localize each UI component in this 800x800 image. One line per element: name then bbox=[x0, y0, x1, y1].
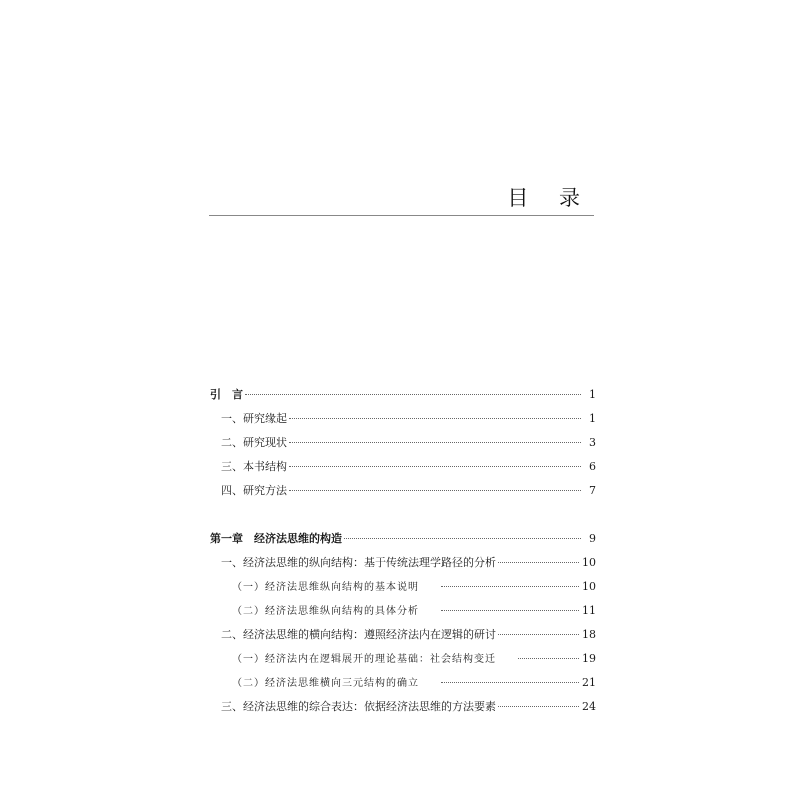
dot-leader bbox=[289, 465, 581, 467]
toc-entry-label: 一、研究缘起 bbox=[221, 412, 287, 425]
toc-subentry[interactable] bbox=[210, 600, 596, 624]
title-rule bbox=[209, 215, 594, 216]
toc-entry-intro[interactable] bbox=[210, 384, 596, 408]
toc-entry-label: 一、经济法思维的纵向结构：基于传统法理学路径的分析 bbox=[221, 556, 496, 569]
dot-leader bbox=[344, 537, 581, 539]
dot-leader bbox=[441, 609, 579, 611]
toc-entry[interactable] bbox=[210, 456, 596, 480]
dot-leader bbox=[441, 681, 579, 683]
toc-list bbox=[210, 384, 596, 720]
toc-entry[interactable] bbox=[210, 480, 596, 504]
toc-page-number: 18 bbox=[582, 628, 596, 641]
toc-subentry[interactable] bbox=[210, 672, 596, 696]
toc-page-number: 1 bbox=[589, 388, 596, 401]
toc-entry-label: 三、经济法思维的综合表达：依据经济法思维的方法要素 bbox=[221, 700, 496, 713]
dot-leader bbox=[245, 393, 581, 395]
toc-entry-label: （二）经济法思维横向三元结构的确立 bbox=[232, 678, 419, 689]
dot-leader bbox=[289, 489, 581, 491]
dot-leader bbox=[518, 657, 579, 659]
toc-entry[interactable] bbox=[210, 408, 596, 432]
toc-entry-label: 三、本书结构 bbox=[221, 460, 287, 473]
toc-entry[interactable] bbox=[210, 432, 596, 456]
dot-leader bbox=[289, 441, 581, 443]
toc-page-number: 24 bbox=[582, 700, 596, 713]
toc-entry-chapter-1[interactable] bbox=[210, 528, 596, 552]
toc-page-number: 10 bbox=[582, 556, 596, 569]
toc-entry-label: （二）经济法思维纵向结构的具体分析 bbox=[232, 606, 419, 617]
dot-leader bbox=[498, 633, 579, 635]
toc-subentry[interactable] bbox=[210, 648, 596, 672]
toc-page-number: 6 bbox=[589, 460, 596, 473]
toc-page-number: 1 bbox=[589, 412, 596, 425]
toc-page-number: 7 bbox=[589, 484, 596, 497]
toc-page-number: 9 bbox=[589, 532, 596, 545]
toc-entry-label: 四、研究方法 bbox=[221, 484, 287, 497]
dot-leader bbox=[289, 417, 581, 419]
toc-page-number: 11 bbox=[582, 604, 596, 617]
dot-leader bbox=[498, 561, 579, 563]
toc-page-number: 19 bbox=[582, 652, 596, 665]
dot-leader bbox=[441, 585, 579, 587]
toc-page-number: 10 bbox=[582, 580, 596, 593]
toc-page-number: 21 bbox=[582, 676, 596, 689]
toc-entry[interactable] bbox=[210, 696, 596, 720]
toc-entry-label: （一）经济法内在逻辑展开的理论基础：社会结构变迁 bbox=[232, 654, 496, 665]
toc-entry-label: （一）经济法思维纵向结构的基本说明 bbox=[232, 582, 419, 593]
dot-leader bbox=[498, 705, 579, 707]
page-title: 目 录 bbox=[507, 186, 592, 210]
toc-entry-label: 引 言 bbox=[210, 388, 243, 401]
toc-entry[interactable] bbox=[210, 552, 596, 576]
toc-entry-label: 二、经济法思维的横向结构：遵照经济法内在逻辑的研讨 bbox=[221, 628, 496, 641]
toc-page-number: 3 bbox=[589, 436, 596, 449]
toc-entry[interactable] bbox=[210, 624, 596, 648]
toc-entry-label: 二、研究现状 bbox=[221, 436, 287, 449]
toc-entry-label: 第一章 经济法思维的构造 bbox=[210, 532, 342, 545]
toc-subentry[interactable] bbox=[210, 576, 596, 600]
